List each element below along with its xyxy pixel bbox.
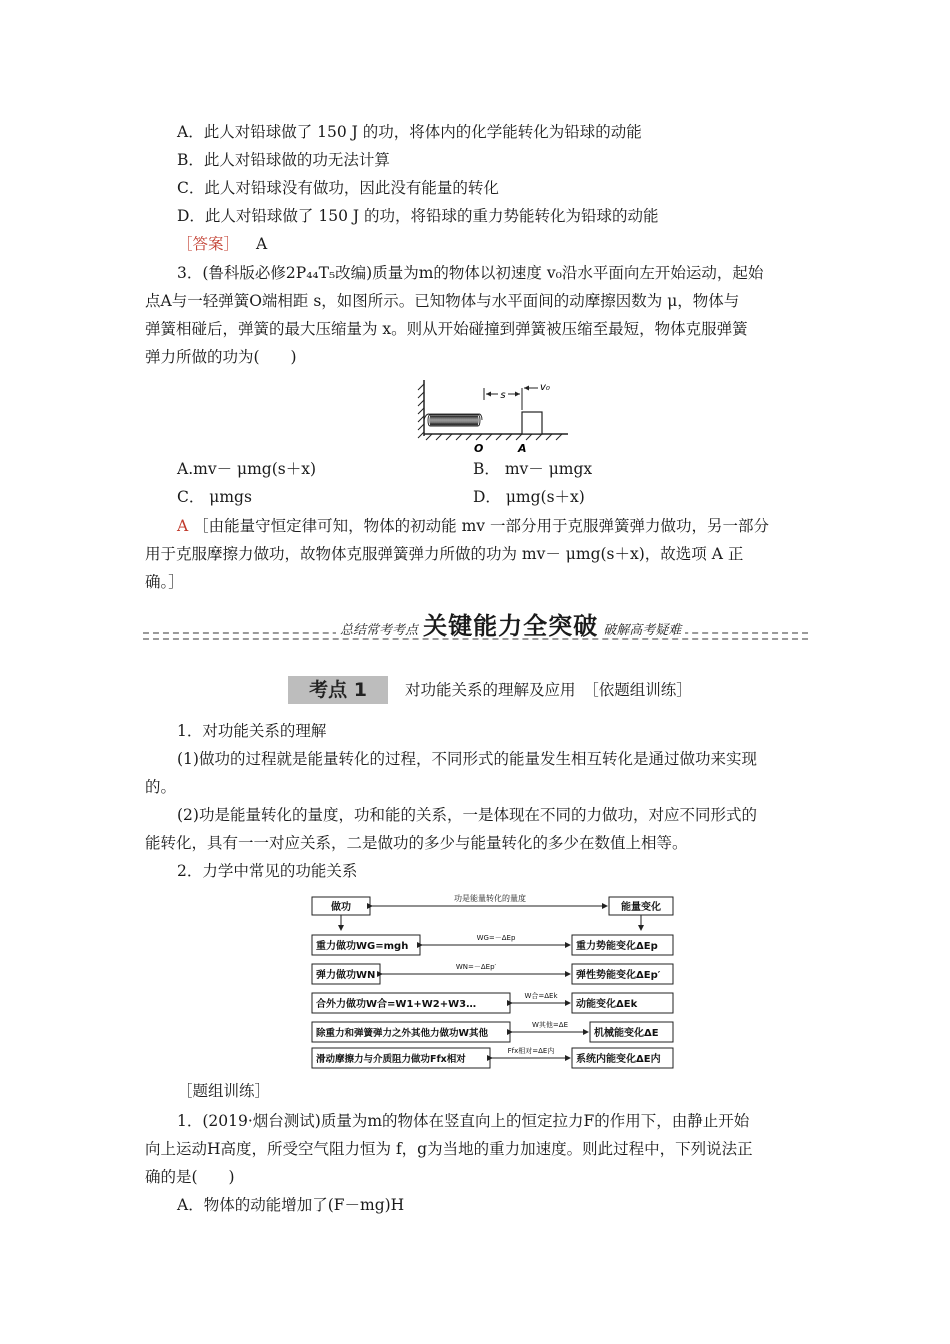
diagram-top-right: 能量变化 bbox=[621, 902, 661, 913]
training-q1-option-a: A．物体的动能增加了(F－mg)H bbox=[177, 1196, 405, 1214]
body-para-1a: (1)做功的过程就是能量转化的过程，不同形式的能量发生相互转化是通过做功来实现 bbox=[177, 750, 757, 768]
q3-option-d: D． μmg(s＋x) bbox=[473, 488, 585, 506]
work-energy-diagram bbox=[310, 890, 680, 1072]
banner-main: 关键能力全突破 bbox=[423, 612, 599, 640]
diagram-row3-left: 合外力做功W合=W1+W2+W3… bbox=[316, 999, 477, 1010]
q3-explanation-text: ［由能量守恒定律可知，物体的初动能 mv 一部分用于克服弹簧弹力做功，另一部分 bbox=[193, 517, 769, 535]
spring-figure bbox=[410, 376, 580, 456]
diagram-row1-mid: WG=－ΔEp bbox=[476, 934, 516, 942]
option-a: A．此人对铅球做了 150 J 的功，将体内的化学能转化为铅球的动能 bbox=[177, 123, 642, 141]
diagram-row3-mid: W合=ΔEk bbox=[524, 992, 558, 1000]
fig-label-v0: v₀ bbox=[540, 382, 550, 393]
diagram-row4-mid: W其他=ΔE bbox=[532, 1021, 568, 1029]
banner-left: 总结常考考点 bbox=[340, 623, 419, 638]
training-q1-line-1: 1．(2019·烟台测试)质量为m的物体在竖直向上的恒定拉力F的作用下，由静止开始 bbox=[177, 1112, 750, 1130]
body-para-2a: (2)功是能量转化的量度，功和能的关系，一是体现在不同的力做功，对应不同形式的 bbox=[177, 806, 757, 824]
answer-line bbox=[177, 233, 267, 255]
body-para-1b: 的。 bbox=[145, 778, 177, 796]
kaodian-title: 对功能关系的理解及应用 ［依题组训练］ bbox=[405, 681, 692, 699]
diagram-row4-right: 机械能变化ΔE bbox=[594, 1028, 659, 1039]
diagram-row1-left: 重力做功WG=mgh bbox=[316, 941, 409, 952]
q3-line-2: 点A与一轻弹簧O端相距 s，如图所示。已知物体与水平面间的动摩擦因数为 μ，物体与 bbox=[145, 292, 740, 310]
training-label: ［题组训练］ bbox=[177, 1082, 271, 1100]
training-q1-line-2: 向上运动H高度，所受空气阻力恒为 f，g为当地的重力加速度。则此过程中，下列说法正 bbox=[145, 1140, 753, 1158]
banner-right: 破解高考疑难 bbox=[603, 623, 682, 638]
diagram-top-mid: 功是能量转化的量度 bbox=[454, 894, 526, 903]
diagram-row5-left: 滑动摩擦力与介质阻力做功Ffx相对 bbox=[316, 1054, 466, 1065]
q3-option-a: A.mv－ μmg(s＋x) bbox=[177, 460, 316, 478]
section-banner bbox=[336, 606, 685, 640]
option-c: C．此人对铅球没有做功，因此没有能量的转化 bbox=[177, 179, 499, 197]
fig-label-a: A bbox=[518, 442, 527, 455]
diagram-row2-left: 弹力做功WN bbox=[316, 970, 376, 981]
answer-value: A bbox=[255, 235, 268, 253]
answer-label: ［答案］ bbox=[177, 235, 240, 253]
fig-label-o: O bbox=[474, 442, 484, 455]
q3-explanation-2: 用于克服摩擦力做功，故物体克服弹簧弹力所做的功为 mv－ μmg(s＋x)，故选项 A 正 bbox=[145, 545, 744, 563]
q3-line-4: 弹力所做的功为( ) bbox=[145, 348, 297, 366]
body-heading-1: 1．对功能关系的理解 bbox=[177, 722, 327, 740]
diagram-row2-mid: WN=－ΔEp′ bbox=[455, 963, 497, 971]
option-b: B．此人对铅球做的功无法计算 bbox=[177, 151, 390, 169]
diagram-row5-right: 系统内能变化ΔE内 bbox=[576, 1054, 661, 1065]
fig-label-s: s bbox=[500, 390, 506, 401]
q3-line-3: 弹簧相碰后，弹簧的最大压缩量为 x。则从开始碰撞到弹簧被压缩至最短，物体克服弹簧 bbox=[145, 320, 748, 338]
diagram-row1-right: 重力势能变化ΔEp bbox=[576, 941, 658, 952]
q3-explanation-3: 确。］ bbox=[145, 573, 184, 591]
body-heading-2: 2．力学中常见的功能关系 bbox=[177, 862, 358, 880]
diagram-row4-left: 除重力和弹簧弹力之外其他力做功W其他 bbox=[316, 1028, 488, 1039]
body-para-2b: 能转化，具有一一对应关系，二是做功的多少与能量转化的多少在数值上相等。 bbox=[145, 834, 688, 852]
option-d: D．此人对铅球做了 150 J 的功，将铅球的重力势能转化为铅球的动能 bbox=[177, 207, 659, 225]
q3-option-c: C． μmgs bbox=[177, 488, 252, 506]
diagram-row5-mid: Ffx相对=ΔE内 bbox=[507, 1047, 555, 1055]
diagram-row3-right: 动能变化ΔEk bbox=[576, 999, 638, 1010]
kaodian-label: 考点 1 bbox=[309, 679, 367, 701]
q3-answer-letter: A bbox=[177, 517, 189, 535]
q3-option-b: B． mv－ μmgx bbox=[473, 460, 593, 478]
diagram-row2-right: 弹性势能变化ΔEp′ bbox=[576, 970, 661, 981]
q3-line-1: 3．(鲁科版必修2P₄₄T₅改编)质量为m的物体以初速度 v₀沿水平面向左开始运动，起始 bbox=[177, 264, 764, 282]
diagram-top-left: 做功 bbox=[331, 902, 351, 913]
q3-explanation-1 bbox=[177, 515, 769, 537]
training-q1-line-3: 确的是( ) bbox=[145, 1168, 235, 1186]
